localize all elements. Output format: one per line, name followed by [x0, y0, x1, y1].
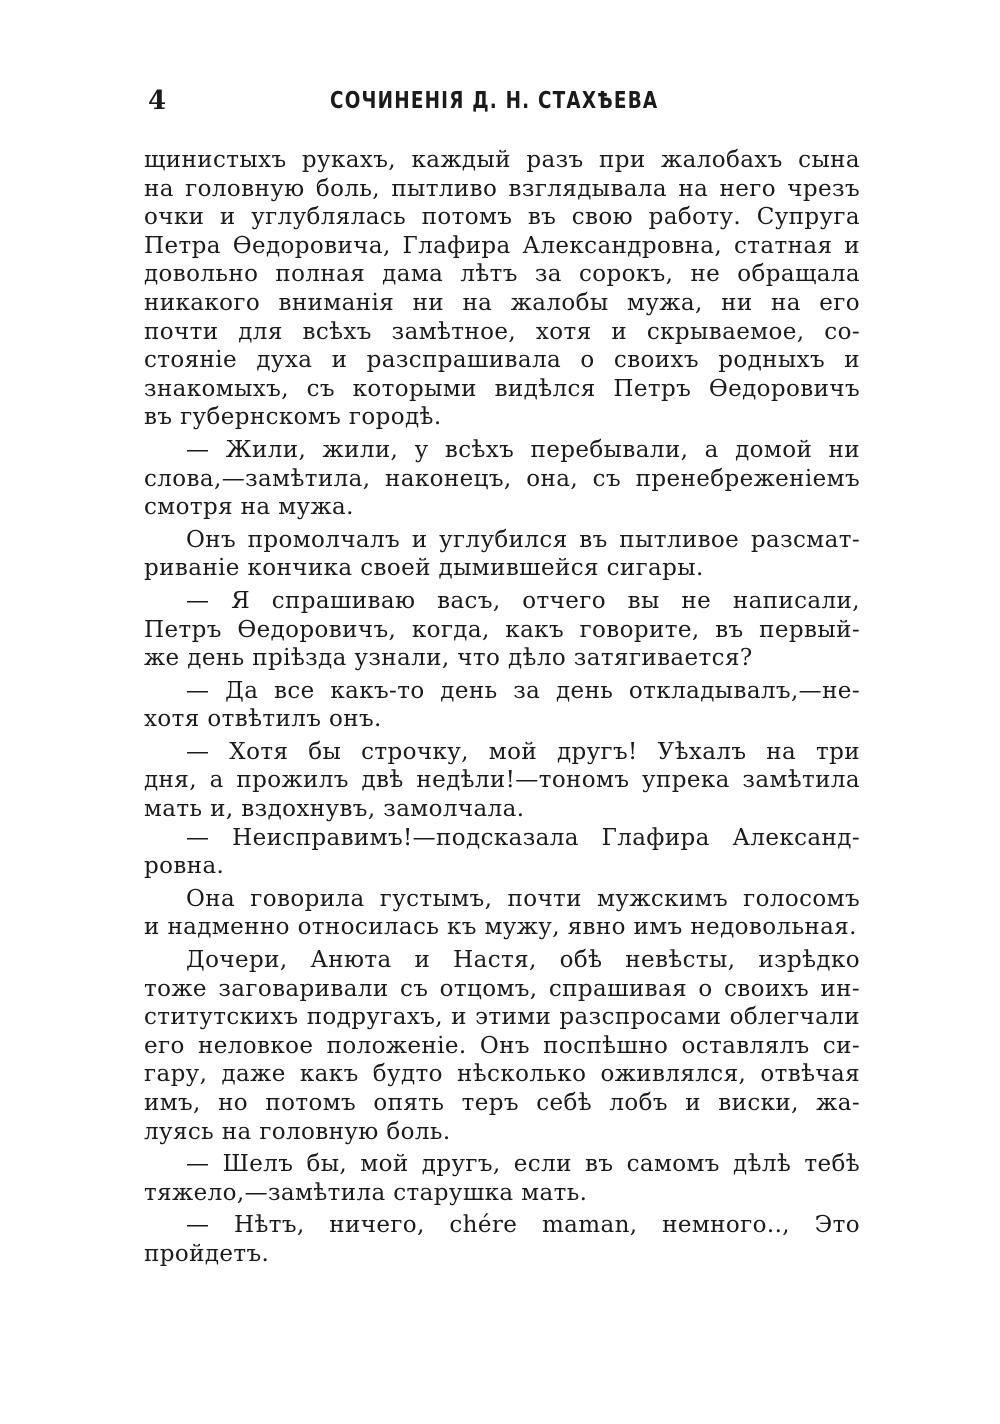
text-line: пройдетъ. — [144, 1240, 270, 1267]
text-line: знакомыхъ, съ которыми видѣлся Петръ Ѳедоровичъ — [144, 375, 860, 402]
page-header — [140, 86, 860, 120]
text-line: Онъ промолчалъ и углубился въ пытливое разсмат- — [186, 526, 860, 553]
running-title: СОЧИНЕНІЯ Д. Н. СТАХѢЕВА — [330, 88, 659, 114]
text-line: стояніе духа и разспрашивала о своихъ родныхъ и — [144, 347, 860, 374]
text-line: Дочери, Анюта и Настя, обѣ невѣсты, изрѣдко — [186, 947, 860, 974]
text-line: же день пріѣзда узнали, что дѣло затягивается? — [144, 645, 753, 672]
text-line: слова,—замѣтила, наконецъ, она, съ пренебреженіемъ — [144, 465, 860, 492]
text-line: дня, а прожилъ двѣ недѣли!—тономъ упрека замѣтила — [144, 767, 860, 794]
text-line: — Нѣтъ, ничего, chére maman, немного.., Это — [186, 1212, 860, 1239]
text-line: гару, даже какъ будто нѣсколько оживлялся, отвѣчая — [144, 1061, 860, 1088]
text-line: — Да все какъ-то день за день откладывалъ,—не- — [186, 677, 860, 704]
text-line: луясь на головную боль. — [144, 1118, 451, 1145]
text-line: ровна. — [144, 853, 225, 880]
text-line: — Неисправимъ!—подсказала Глафира Александ- — [186, 824, 860, 851]
text-line: довольно полная дама лѣтъ за сорокъ, не обращала — [144, 261, 860, 288]
text-line: ститутскихъ подругахъ, и этими разспросами облегчали — [144, 1004, 860, 1031]
page-number: 4 — [148, 86, 167, 116]
text-line: тяжело,—замѣтила старушка мать. — [144, 1179, 588, 1206]
text-line: въ губернскомъ городѣ. — [144, 404, 442, 431]
text-line: на головную боль, пытливо взглядывала на него чрезъ — [144, 175, 860, 202]
text-line: почти для всѣхъ замѣтное, хотя и скрываемое, со- — [144, 318, 860, 345]
text-line: — Шелъ бы, мой другъ, если въ самомъ дѣлѣ тебѣ — [186, 1151, 860, 1178]
text-line: Петръ Ѳедоровичъ, когда, какъ говорите, въ первый- — [144, 616, 860, 643]
text-line: риваніе кончика своей дымившейся сигары. — [144, 555, 704, 582]
text-line: Она говорила густымъ, почти мужскимъ голосомъ — [186, 885, 860, 912]
text-line: имъ, но потомъ опять теръ себѣ лобъ и виски, жа- — [144, 1090, 860, 1116]
text-line: мать и, вздохнувъ, замолчала. — [144, 796, 525, 823]
text-line: — Жили, жили, у всѣхъ перебывали, а домой ни — [186, 436, 860, 463]
text-line: и надменно относилась къ мужу, явно имъ недовольная. — [144, 914, 857, 941]
text-line: щинистыхъ рукахъ, каждый разъ при жалобахъ сына — [144, 147, 860, 173]
text-line: никакого вниманія ни на жалобы мужа, ни на его — [144, 289, 860, 316]
text-line: его неловкое положеніе. Онъ поспѣшно оставлялъ си- — [144, 1032, 860, 1059]
text-line: очки и углублялась потомъ въ свою работу. Супруга — [144, 204, 860, 231]
text-line: хотя отвѣтилъ онъ. — [144, 706, 382, 733]
text-line: — Хотя бы строчку, мой другъ! Уѣхалъ на три — [186, 738, 860, 765]
text-line: тоже заговаривали съ отцомъ, спрашивая о своихъ ин- — [144, 975, 860, 1002]
body-text — [144, 146, 860, 1269]
text-line: Петра Ѳедоровича, Глафира Александровна, статная и — [144, 232, 860, 259]
text-line: — Я спрашиваю васъ, отчего вы не написали, — [186, 587, 860, 614]
text-line: смотря на мужа. — [144, 494, 354, 521]
